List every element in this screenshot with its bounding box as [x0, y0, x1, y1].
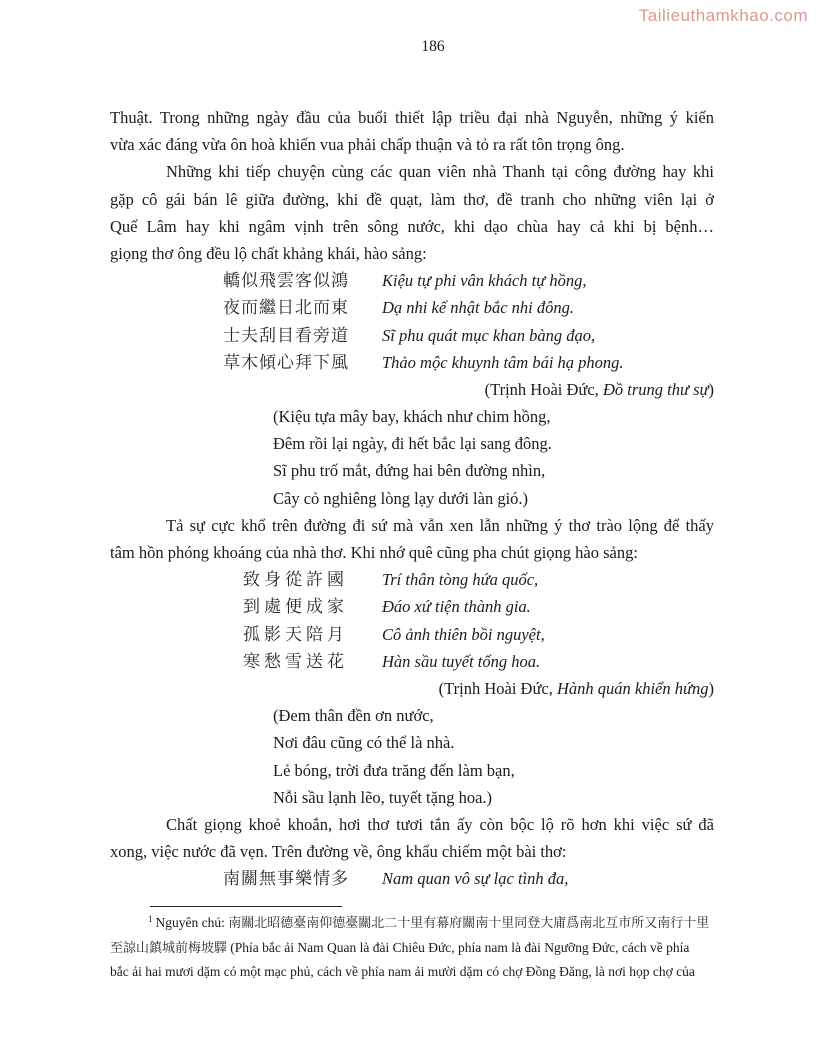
footnote-line: bắc ải hai mươi dặm có một mạc phủ, cách về phía nam ải mười dặm có chợ Đồng Đăng, là nơi họp chợ của	[110, 964, 695, 980]
footnote-separator	[150, 906, 342, 907]
translation-line: (Kiệu tựa mây bay, khách như chim hồng,	[273, 407, 551, 427]
translation-line: Đêm rồi lại ngày, đi hết bắc lại sang đông.	[273, 434, 552, 454]
paragraph-line: tâm hồn phóng khoáng của nhà thơ. Khi nhớ quê cũng pha chút giọng hào sảng:	[110, 543, 638, 562]
footnote-han-text: 至諒山鎮城前梅坡驛	[110, 939, 231, 955]
translation-line: Cây cỏ nghiêng lòng lạy dưới làn gió.)	[273, 488, 529, 508]
watermark-text: Tailieuthamkhao.com	[638, 6, 808, 25]
han-verse-text: 寒愁雪送花	[243, 651, 348, 671]
verse-line	[110, 865, 714, 892]
viet-transliteration: Cô ảnh thiên bồi nguyệt,	[382, 624, 545, 644]
viet-transliteration: Dạ nhi kế nhật bắc nhi đông.	[382, 298, 575, 318]
han-verse-text: 夜而繼日北而東	[223, 298, 349, 318]
attribution	[110, 376, 714, 403]
paragraph-line: Thuật. Trong những ngày đầu của buổi thiết lập triều đại nhà Nguyễn, những ý kiến	[110, 108, 714, 127]
footnote-line	[110, 911, 714, 936]
attribution-title: Hành quán khiển hứng	[556, 678, 709, 698]
paragraph-line: giọng thơ ông đều lộ chất khảng khái, hào sảng:	[110, 243, 427, 263]
translation-line: Sĩ phu trố mắt, đứng hai bên đường nhìn,	[273, 461, 546, 481]
translation-line: Lẻ bóng, trời đưa trăng đến làm bạn,	[273, 760, 515, 780]
viet-transliteration: Trí thân tòng hứa quốc,	[382, 570, 539, 590]
attribution	[110, 675, 714, 702]
paragraph-line: Quế Lâm hay khi ngâm vịnh trên sông nước, khi dạo chùa hay cả khi bị bệnh…	[110, 216, 714, 236]
footnote-latin-text: (Phía bắc ải Nam Quan là đài Chiêu Đức, phía nam là đài Ngưỡng Đức, cách về phía	[230, 939, 690, 955]
footnote-line	[110, 936, 714, 961]
viet-transliteration: Sĩ phu quát mục khan bàng đạo,	[382, 325, 596, 345]
footnote-han-text: 南關北昭德臺南仰德臺關北二十里有幕府關南十里同登大庯爲南北互市所又南行十里	[228, 915, 710, 930]
han-verse-text: 南關無事樂情多	[223, 869, 349, 889]
han-verse-text: 轎似飛雲客似鴻	[223, 271, 349, 291]
verse-line	[110, 294, 714, 321]
paragraph-line: Chất giọng khoẻ khoắn, hơi thơ tươi tắn ấy còn bộc lộ rõ hơn khi việc sứ đã	[166, 814, 714, 834]
footnote-marker: 1	[148, 913, 153, 924]
paragraph-line: Tả sự cực khổ trên đường đi sứ mà vẫn xen lẫn những ý thơ trào lộng để thấy	[166, 515, 714, 535]
han-verse-text: 致身從許國	[243, 570, 348, 590]
translation-line: Nỗi sầu lạnh lẽo, tuyết tặng hoa.)	[273, 787, 493, 807]
viet-transliteration: Kiệu tự phi vân khách tự hồng,	[382, 271, 587, 291]
attribution-close: )	[708, 379, 714, 399]
paragraph-line: gặp cô gái bán lê giữa đường, khi đề quạt, làm thơ, đề tranh cho những viên lại ở	[110, 189, 714, 209]
han-verse-text: 到處便成家	[243, 597, 348, 617]
verse-line	[110, 267, 714, 294]
page-number: 186	[421, 38, 445, 55]
viet-transliteration: Thảo mộc khuynh tâm bái hạ phong.	[382, 352, 624, 372]
verse-line	[110, 648, 714, 675]
attribution-author: (Trịnh Hoài Đức,	[438, 678, 557, 698]
verse-line	[110, 322, 714, 349]
attribution-title: Đồ trung thư sự	[602, 379, 709, 399]
verse-line	[110, 349, 714, 376]
paragraph-line: Những khi tiếp chuyện cùng các quan viên nhà Thanh tại công đường hay khi	[166, 162, 714, 182]
han-verse-text: 孤影天陪月	[243, 624, 348, 644]
translation-line: Nơi đâu cũng có thể là nhà.	[273, 733, 455, 753]
paragraph-line: vừa xác đáng vừa ôn hoà khiến vua phải chấp thuận và tỏ ra rất tôn trọng ông.	[110, 135, 625, 155]
verse-line	[110, 566, 714, 593]
verse-line	[110, 593, 714, 620]
paragraph-line: xong, việc nước đã vẹn. Trên đường về, ông khẩu chiếm một bài thơ:	[110, 842, 567, 862]
translation-line: (Đem thân đền ơn nước,	[273, 706, 434, 726]
han-verse-text: 士夫刮目看旁道	[223, 325, 349, 345]
attribution-author: (Trịnh Hoài Đức,	[484, 379, 603, 399]
viet-transliteration: Hàn sầu tuyết tống hoa.	[382, 651, 541, 671]
footnote-label: Nguyên chú:	[155, 915, 229, 930]
verse-line	[110, 621, 714, 648]
footnote	[110, 911, 714, 985]
han-verse-text: 草木傾心拜下風	[223, 352, 349, 372]
viet-transliteration: Nam quan vô sự lạc tình đa,	[382, 869, 569, 889]
viet-transliteration: Đáo xứ tiện thành gia.	[382, 597, 531, 617]
body-text	[110, 104, 714, 892]
attribution-close: )	[708, 678, 714, 698]
